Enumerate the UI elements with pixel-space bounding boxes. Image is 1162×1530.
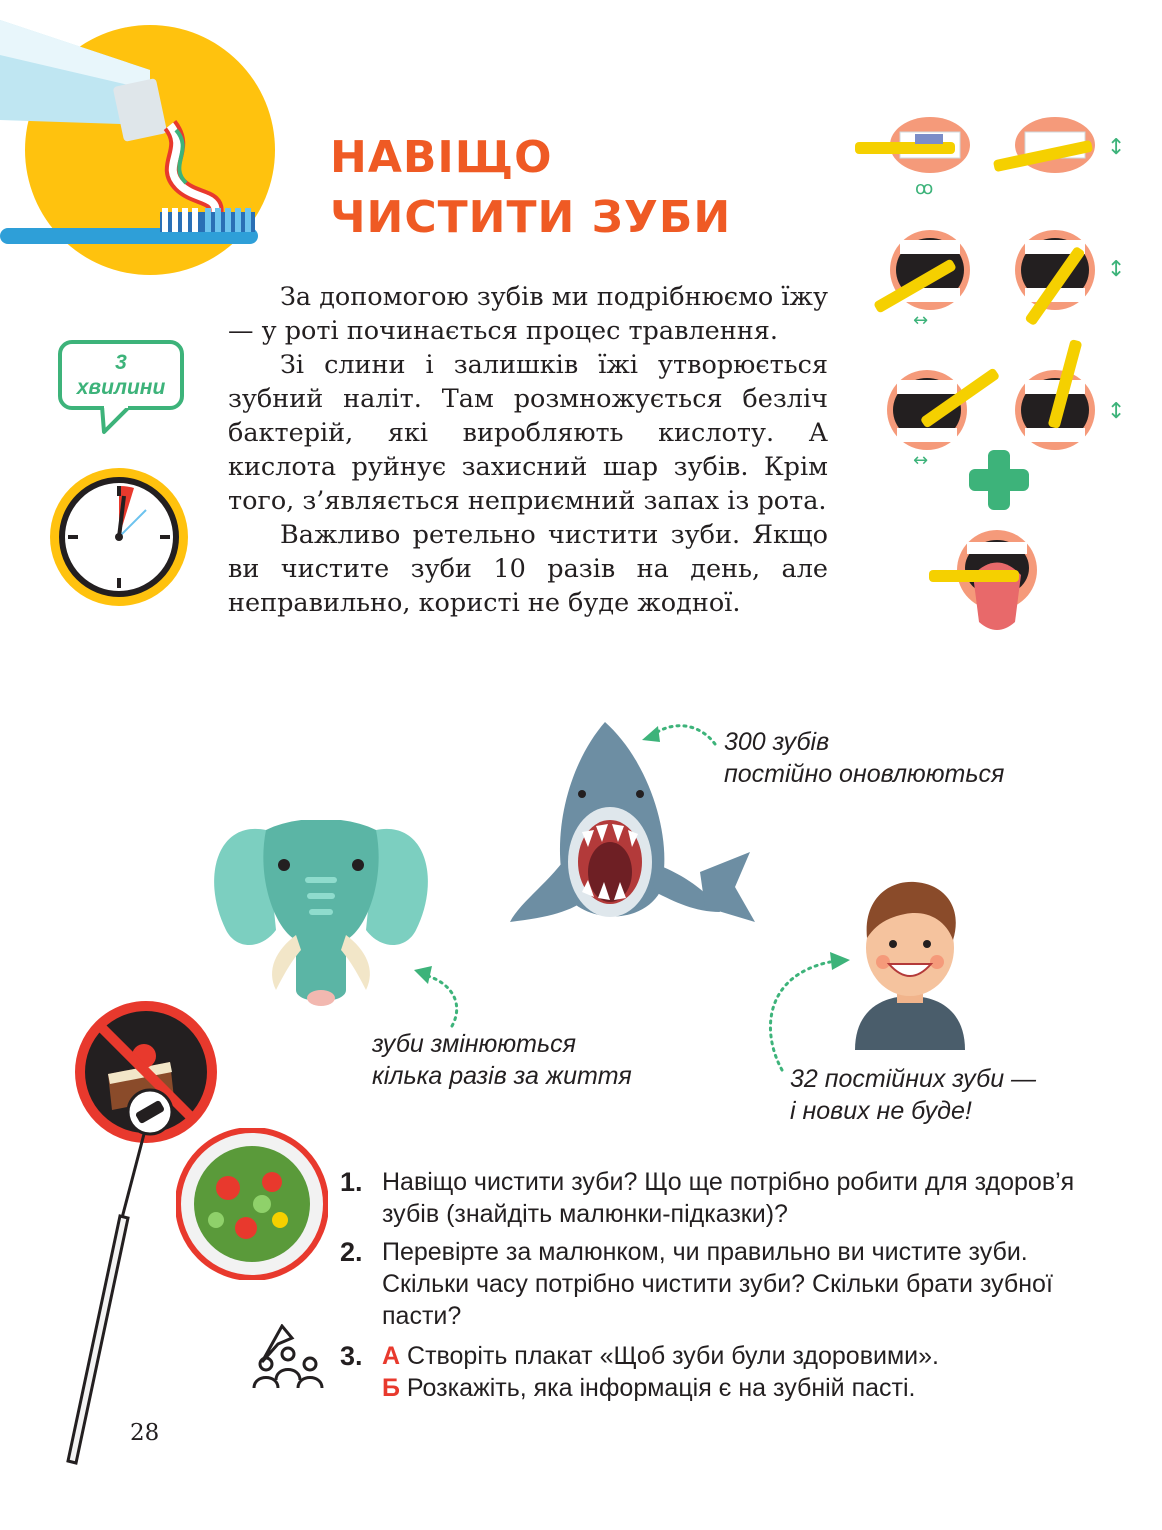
time-number: 3 bbox=[115, 351, 127, 374]
question-3b-text: Розкажіть, яка інформація є на зубній пасті. bbox=[406, 1374, 916, 1402]
question-3a-text: Створіть плакат «Щоб зуби були здоровими». bbox=[407, 1342, 939, 1370]
svg-text:↔: ↔ bbox=[913, 310, 929, 331]
question-1-text: Навіщо чистити зуби? Що ще потрібно робити для здоров’я зубів (знайдіть малюнки-підказки)? bbox=[382, 1168, 1075, 1228]
title-line-2: ЧИСТИТИ ЗУБИ bbox=[330, 192, 732, 243]
question-3 bbox=[340, 1340, 1075, 1404]
elephant-note-line-2: кілька разів за життя bbox=[372, 1062, 632, 1090]
page-number: 28 bbox=[130, 1420, 160, 1446]
toothpaste-icon bbox=[0, 0, 290, 300]
time-unit: хвилини bbox=[76, 376, 166, 399]
dental-mirror-icon bbox=[64, 1088, 184, 1478]
bubble-tail-icon bbox=[100, 406, 140, 436]
arrow-to-shark-icon bbox=[640, 716, 720, 756]
clock-icon bbox=[48, 466, 190, 608]
time-bubble bbox=[58, 340, 184, 410]
boy-icon bbox=[845, 878, 975, 1050]
svg-text:↕: ↕ bbox=[1107, 257, 1125, 282]
svg-text:ꝏ: ꝏ bbox=[915, 178, 934, 199]
page-title bbox=[330, 128, 731, 248]
svg-text:↕: ↕ bbox=[1107, 399, 1125, 424]
shark-icon bbox=[510, 722, 760, 942]
svg-text:↕: ↕ bbox=[1107, 135, 1125, 160]
question-1 bbox=[340, 1166, 1075, 1230]
question-3a bbox=[382, 1340, 1075, 1372]
shark-note bbox=[724, 726, 1004, 790]
title-line-1: НАВІЩО bbox=[330, 132, 553, 183]
paragraph-1: За допомогою зубів ми подрібнюємо їжу — у роті починається процес травлення. bbox=[228, 282, 828, 346]
question-2-number: 2. bbox=[340, 1237, 363, 1267]
shark-note-line-1: 300 зубів bbox=[724, 728, 830, 756]
question-3a-letter: А bbox=[382, 1342, 401, 1370]
question-3b-letter: Б bbox=[382, 1374, 400, 1402]
question-1-number: 1. bbox=[340, 1167, 363, 1197]
group-work-icon bbox=[248, 1324, 328, 1390]
elephant-note bbox=[372, 1028, 632, 1092]
shark-note-line-2: постійно оновлюються bbox=[724, 760, 1005, 788]
body-text bbox=[228, 280, 828, 620]
elephant-icon bbox=[206, 820, 436, 1010]
brushing-steps-icon bbox=[855, 110, 1125, 650]
question-2 bbox=[340, 1236, 1075, 1332]
paragraph-3: Важливо ретельно чистити зуби. Якщо ви чистите зуби 10 разів на день, але неправильно, користі не буде жодної. bbox=[228, 520, 828, 618]
paragraph-2: Зі слини і залишків їжі утворюється зубний наліт. Там розмножується безліч бактерій, які виробляють кислоту. А кислота руйнує захисний шар зубів. Крім того, з’являється неприємний запах із рота. bbox=[228, 350, 828, 516]
arrow-to-elephant-icon bbox=[412, 964, 472, 1034]
question-2-text: Перевірте за малюнком, чи правильно ви чистите зуби. Скільки часу потрібно чистити зуби? Скільки брати зубної пасти? bbox=[382, 1238, 1053, 1330]
human-note-line-2: і нових не буде! bbox=[790, 1097, 972, 1125]
arrow-to-boy-icon bbox=[758, 950, 858, 1075]
human-note-line-1: 32 постійних зуби — bbox=[790, 1065, 1037, 1093]
svg-text:↔: ↔ bbox=[913, 450, 929, 471]
human-note bbox=[790, 1063, 1036, 1127]
elephant-note-line-1: зуби змінюються bbox=[372, 1030, 576, 1058]
question-3-number: 3. bbox=[340, 1341, 363, 1371]
plus-icon bbox=[969, 450, 1029, 510]
question-3b bbox=[382, 1372, 1075, 1404]
salad-plate-icon bbox=[176, 1128, 328, 1280]
